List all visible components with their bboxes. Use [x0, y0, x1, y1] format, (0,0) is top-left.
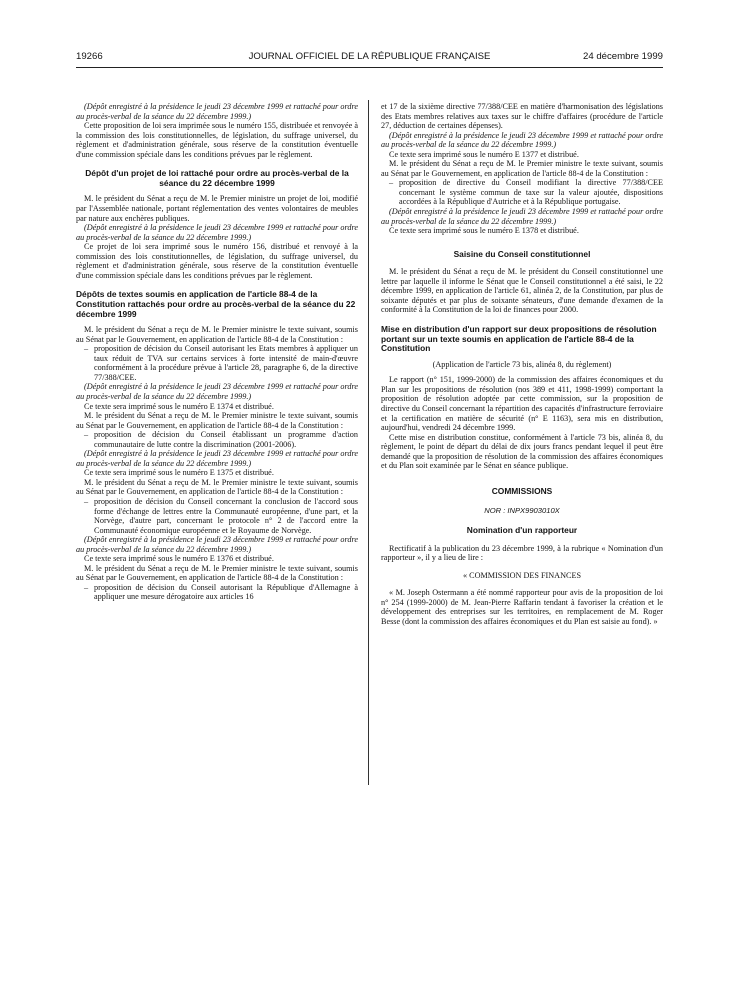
nor-code: INPX9903010X — [507, 506, 560, 516]
paragraph: Ce texte sera imprimé sous le numéro E 1375 et distribué. — [84, 468, 274, 478]
paragraph: M. le président du Sénat a reçu de M. le Premier ministre le texte suivant, soumis au Sénat par le Gouvernement, en application de l'article 88-4 de la Constitution : — [76, 325, 358, 344]
list-item: – proposition de décision du Conseil autorisant les Etats membres à appliquer un taux réduit de TVA sur certains services à forte intensité de main-d'œuvre conformément à la procédure prévue à l'article 28, paragraphe 6, de la directive 77/388/CEE. — [84, 344, 358, 382]
paragraph: et 17 de la sixième directive 77/388/CEE en matière d'harmonisation des législations des Etats membres relatives aux taxes sur le chiffre d'affaires (procédure de l'article 27, déduction de certaines dépenses). — [381, 102, 663, 131]
list-item: – proposition de décision du Conseil établissant un programme d'action communautaire de lutte contre la discrimination (2001-2006). — [84, 430, 358, 449]
deposit-note: (Dépôt enregistré à la présidence le jeudi 23 décembre 1999 et rattaché pour ordre au procès-verbal de la séance du 22 décembre 1999.) — [76, 382, 358, 401]
section-heading-commissions: COMMISSIONS — [491, 485, 553, 496]
commission-title: « COMMISSION DES FINANCES — [462, 570, 582, 580]
nor-reference: NOR : INPX9903010X — [484, 506, 560, 516]
section-heading: Dépôt d'un projet de loi rattaché pour ordre au procès-verbal de la séance du 22 décembre 1999 — [85, 168, 349, 188]
deposit-note: (Dépôt enregistré à la présidence le jeudi 23 décembre 1999 et rattaché pour ordre au procès-verbal de la séance du 22 décembre 1999.) — [381, 130, 663, 150]
right-column — [381, 102, 663, 626]
rule-reference: (Application de l'article 73 bis, alinéa 8, du règlement) — [432, 359, 612, 369]
paragraph: Ce projet de loi sera imprimé sous le numéro 156, distribué et renvoyé à la commission des lois constitutionnelles, de législation, du suffrage universel, du règlement et d'administration générale, sous réserve de la constitution éventuelle d'une commission spéciale dans les conditions prévues par le règlement. — [76, 242, 358, 280]
page-header — [76, 50, 663, 64]
paragraph: Rectificatif à la publication du 23 décembre 1999, à la rubrique « Nomination d'un rapporteur », il y a lieu de lire : — [381, 543, 663, 563]
section-heading: Saisine du Conseil constitutionnel — [453, 248, 591, 259]
list-item: – proposition de décision du Conseil concernant la conclusion de l'accord sous forme d'échange de lettres entre la Communauté européenne, d'une part, et la Norvège, d'autre part, concernant le protocole n° 2 de l'accord entre la Communauté économique européenne et le Royaume de Norvège. — [84, 497, 358, 535]
paragraph: Ce texte sera imprimé sous le numéro E 1376 et distribué. — [84, 554, 274, 564]
paragraph: Cette mise en distribution constitue, conformément à l'article 73 bis, alinéa 8, du règlement, le point de départ du délai de dix jours francs pendant lequel il peut être demandé que la proposition de résolution de la commission des affaires économiques et du Plan soit examinée par le Sénat en séance publique. — [381, 432, 663, 471]
paragraph: M. le président du Sénat a reçu de M. le Premier ministre le texte suivant, soumis au Sénat par le Gouvernement, en application de l'article 88-4 de la Constitution : — [381, 159, 663, 178]
paragraph: « M. Joseph Ostermann a été nommé rapporteur pour avis de la proposition de loi n° 254 (1999-2000) de M. Jean-Pierre Raffarin tendant à favoriser la création et le développement des entreprises sur les territoires, en remplacement de M. Roger Besse (dont la commission des affaires économiques et du Plan est saisie au fond). » — [381, 588, 663, 626]
deposit-note: (Dépôt enregistré à la présidence le jeudi 23 décembre 1999 et rattaché pour ordre au procès-verbal de la séance du 22 décembre 1999.) — [76, 449, 358, 468]
list-item: – proposition de directive du Conseil modifiant la directive 77/388/CEE concernant le système commun de taxe sur la valeur ajoutée, dispositions accordées à la République d'Autriche et à la République portugaise. — [389, 178, 663, 207]
left-column — [76, 102, 358, 602]
paragraph: Cette proposition de loi sera imprimée sous le numéro 155, distribuée et renvoyée à la commission des lois constitutionnelles, de législation, du suffrage universel, du règlement et d'administration générale, sous réserve de la constitution éventuelle d'une commission spéciale dans les conditions prévues par le règlement. — [76, 121, 358, 159]
paragraph: Ce texte sera imprimé sous le numéro E 1378 et distribué. — [389, 226, 579, 236]
header-rule — [76, 67, 663, 68]
journal-title: JOURNAL OFFICIEL DE LA RÉPUBLIQUE FRANÇAISE — [248, 51, 491, 62]
paragraph: M. le président du Sénat a reçu de M. le président du Conseil constitutionnel une lettre par laquelle il informe le Sénat que le Conseil constitutionnel a été saisi, le 22 décembre 1999, en application de l'article 61, alinéa 2, de la Constitution, par plus de soixante députés et par plus de soixante sénateurs, d'une demande d'examen de la conformité à la Constitution de la loi de finances pour 2000. — [381, 267, 663, 315]
paragraph: M. le président du Sénat a reçu de M. le Premier ministre le texte suivant, soumis au Sénat par le Gouvernement, en application de l'article 88-4 de la Constitution : — [76, 563, 358, 583]
deposit-note: (Dépôt enregistré à la présidence le jeudi 23 décembre 1999 et rattaché pour ordre au procès-verbal de la séance du 22 décembre 1999.) — [76, 535, 358, 554]
deposit-note: (Dépôt enregistré à la présidence le jeudi 23 décembre 1999 et rattaché pour ordre au procès-verbal de la séance du 22 décembre 1999.) — [76, 223, 358, 242]
issue-date: 24 décembre 1999 — [582, 51, 663, 62]
paragraph: M. le président du Sénat a reçu de M. le Premier ministre le texte suivant, soumis au Sénat par le Gouvernement, en application de l'article 88-4 de la Constitution : — [76, 411, 358, 430]
deposit-note: (Dépôt enregistré à la présidence le jeudi 23 décembre 1999 et rattaché pour ordre au procès-verbal de la séance du 22 décembre 1999.) — [76, 102, 358, 121]
paragraph: Ce texte sera imprimé sous le numéro E 1374 et distribué. — [84, 401, 274, 411]
paragraph: Ce texte sera imprimé sous le numéro E 1377 et distribué. — [389, 149, 579, 159]
column-divider — [368, 100, 369, 785]
paragraph: M. le président du Sénat a reçu de M. le Premier ministre un projet de loi, modifié par l'Assemblée nationale, portant réglementation des ventes volontaires de meubles par nature aux enchères publiques. — [76, 194, 358, 223]
list-item: – proposition de décision du Conseil autorisant la République d'Allemagne à appliquer une mesure dérogatoire aux articles 16 — [84, 582, 358, 602]
section-heading: Nomination d'un rapporteur — [466, 524, 578, 535]
paragraph: M. le président du Sénat a reçu de M. le Premier ministre le texte suivant, soumis au Sénat par le Gouvernement, en application de l'article 88-4 de la Constitution : — [76, 477, 358, 497]
paragraph: Le rapport (n° 151, 1999-2000) de la commission des affaires économiques et du Plan sur les propositions de résolution (nos 389 et 411, 1998-1999) comportant la proposition de résolution adoptée par cette commission, sur la proposition de directive du Conseil concernant la répartition des capacités d'infrastructure ferroviaire et la certification en matière de sécurité (n° E 1163), sera mis en distribution, aujourd'hui, vendredi 24 décembre 1999. — [381, 375, 663, 433]
deposit-note: (Dépôt enregistré à la présidence le jeudi 23 décembre 1999 et rattaché pour ordre au procès-verbal de la séance du 22 décembre 1999.) — [381, 207, 663, 226]
page-number: 19266 — [76, 51, 103, 62]
section-heading: Dépôts de textes soumis en application de l'article 88-4 de la Constitution rattachés pour ordre au procès-verbal de la séance du 22 décembre 1999 — [76, 289, 356, 319]
section-heading: Mise en distribution d'un rapport sur deux propositions de résolution portant sur un texte soumis en application de l'article 88-4 de la Constitution — [381, 323, 657, 354]
